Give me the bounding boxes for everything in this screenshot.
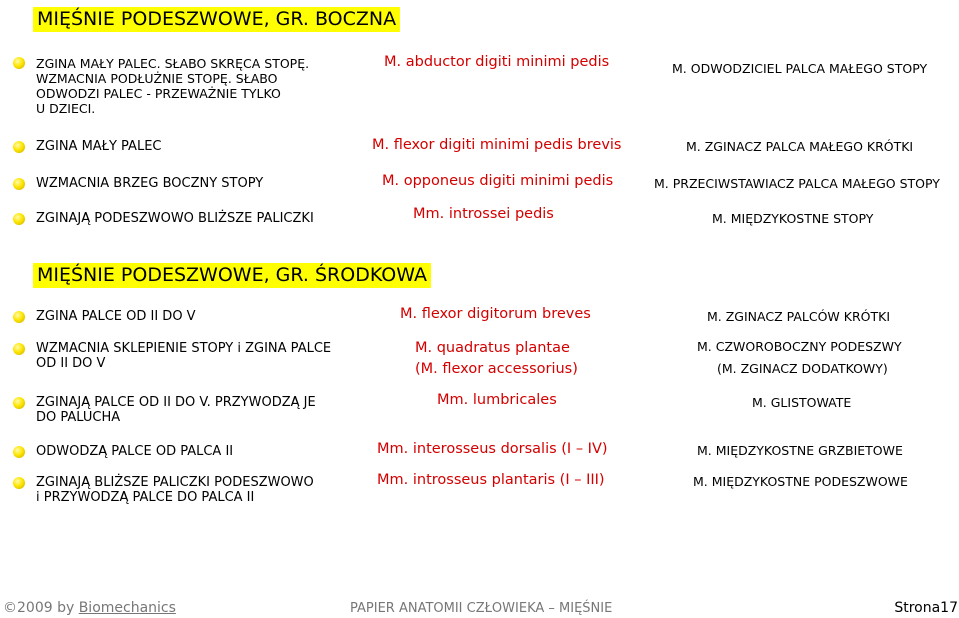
function-line: ZGINAJĄ BLIŻSZE PALICZKI PODESZWOWO [36,475,314,490]
bullet-icon [13,311,25,323]
author-link[interactable]: Biomechanics [78,600,176,616]
page-footer [0,600,959,618]
latin-name: M. flexor digiti minimi pedis brevis [372,137,622,153]
function-line: WZMACNIA SKLEPIENIE STOPY i ZGINA PALCE [36,341,332,356]
muscle-function [36,341,331,371]
latin-name: M. flexor digitorum breves [400,306,591,322]
footer-copyright [3,600,176,616]
function-line: ZGINAJĄ PALCE OD II DO V. PRZYWODZĄ JE [36,395,316,410]
function-line: U DZIECI. [36,101,96,116]
latin-name: Mm. lumbricales [437,392,557,408]
muscle-function [36,56,309,116]
function-line: i PRZYWODZĄ PALCE DO PALCA II [36,490,255,505]
latin-line: M. quadratus plantae [415,340,570,356]
polish-name: M. MIĘDZYKOSTNE STOPY [712,211,874,226]
muscle-function: ZGINAJĄ PODESZWOWO BLIŻSZE PALICZKI [36,211,314,226]
function-line: ZGINA MAŁY PALEC. SŁABO SKRĘCA STOPĘ. [36,56,310,71]
bullet-icon [13,397,25,409]
footer-book-title: PAPIER ANATOMII CZŁOWIEKA – MIĘŚNIE [350,601,613,616]
polish-name: M. GLISTOWATE [752,395,852,410]
bullet-icon [13,477,25,489]
muscle-function: ODWODZĄ PALCE OD PALCA II [36,444,234,459]
section-title-middle: MIĘŚNIE PODESZWOWE, GR. ŚRODKOWA [33,263,431,288]
muscle-function: WZMACNIA BRZEG BOCZNY STOPY [36,176,264,191]
latin-line: (M. flexor accessorius) [415,361,578,377]
polish-line: (M. ZGINACZ DODATKOWY) [717,361,888,376]
function-line: WZMACNIA PODŁUŻNIE STOPĘ. SŁABO [36,71,278,86]
latin-name [415,338,578,380]
function-line: ODWODZI PALEC - PRZEWAŻNIE TYLKO [36,86,281,101]
muscle-function [36,395,316,425]
bullet-icon [13,141,25,153]
bullet-icon [13,213,25,225]
latin-name: M. abductor digiti minimi pedis [384,54,610,70]
muscle-function: ZGINA PALCE OD II DO V [36,309,196,324]
polish-name: M. MIĘDZYKOSTNE GRZBIETOWE [697,443,903,458]
polish-name: M. MIĘDZYKOSTNE PODESZWOWE [693,474,908,489]
page-number: 17 [940,600,958,616]
bullet-icon [13,446,25,458]
polish-name [697,336,902,380]
polish-line: M. CZWOROBOCZNY PODESZWY [697,339,902,354]
bullet-icon [13,57,25,69]
function-line: OD II DO V [36,356,106,371]
polish-name: M. PRZECIWSTAWIACZ PALCA MAŁEGO STOPY [654,176,940,191]
latin-name: Mm. interosseus dorsalis (I – IV) [377,441,608,457]
bullet-icon [13,178,25,190]
footer-page [894,600,958,616]
muscle-function: ZGINA MAŁY PALEC [36,139,162,154]
bullet-icon [13,343,25,355]
muscle-function [36,475,314,505]
function-line: DO PALUCHA [36,410,121,425]
copyright-text: ©2009 by [3,600,79,616]
section-title-lateral: MIĘŚNIE PODESZWOWE, GR. BOCZNA [33,7,400,32]
latin-name: Mm. introsseus plantaris (I – III) [377,472,605,488]
page-label: Strona [894,600,941,616]
polish-name: M. ZGINACZ PALCA MAŁEGO KRÓTKI [686,139,914,154]
latin-name: Mm. introssei pedis [413,206,554,222]
latin-name: M. opponeus digiti minimi pedis [382,173,614,189]
polish-name: M. ODWODZICIEL PALCA MAŁEGO STOPY [672,61,928,76]
polish-name: M. ZGINACZ PALCÓW KRÓTKI [707,309,891,324]
